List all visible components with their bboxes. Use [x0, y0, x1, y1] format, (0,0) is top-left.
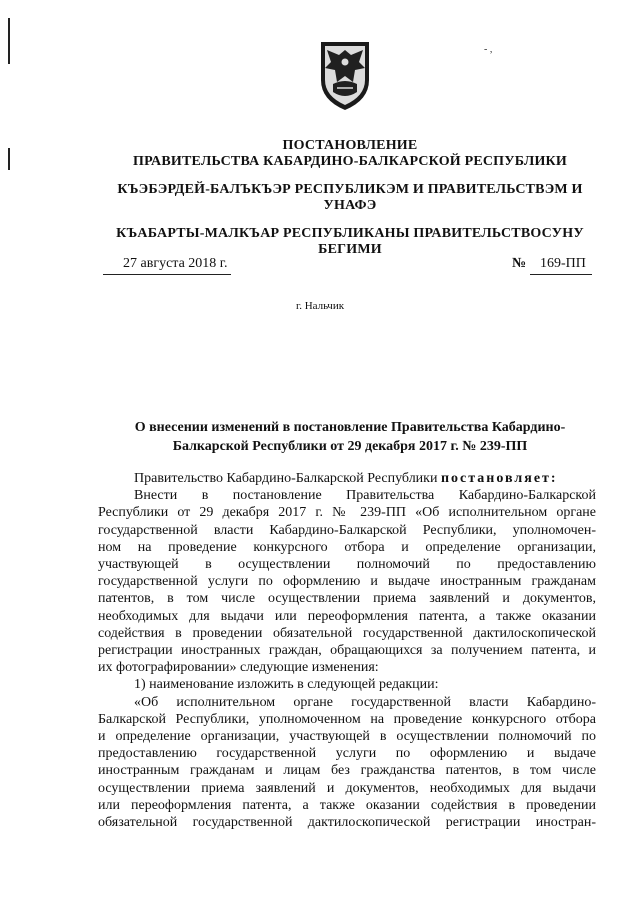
scan-edge-mark-top [8, 18, 10, 64]
title-line-1: О внесении изменений в постановление Правительства Кабардино- [134, 420, 566, 435]
body-line: предоставлению государственной услуги по оформлению и выдаче [98, 746, 596, 762]
body-line: «Об исполнительном органе государственной власти Кабардино- [134, 694, 596, 710]
body-line: регистрации иностранных граждан, обращающихся за получением патента, и [98, 643, 596, 659]
body-intro-text: Правительство Кабардино-Балкарской Республики [134, 471, 438, 486]
body-line: их фотографировании» следующие изменения: [98, 660, 379, 676]
number-sign: № [512, 256, 527, 271]
title-line-2: Балкарской Республики от 29 декабря 2017 г. № 239-ПП [172, 439, 528, 454]
body-line: Балкарской Республики, уполномоченном на проведение конкурсного отбора [98, 711, 596, 727]
document-body [98, 470, 596, 831]
decree-number: 169-ПП [530, 256, 592, 275]
government-name-russian: ПРАВИТЕЛЬСТВА КАБАРДИНО-БАЛКАРСКОЙ РЕСПУБЛИКИ [132, 154, 568, 169]
document-title [110, 418, 590, 456]
body-line: необходимых для выдачи или переоформления патента, а также оказании [98, 608, 596, 624]
body-line: Республики от 29 декабря 2017 г. № 239-ПП «Об исполнительном органе [98, 505, 596, 521]
body-line: или переоформления патента, а также оказании содействия в проведении [98, 797, 596, 813]
body-line: государственной власти Кабардино-Балкарской Республики, уполномочен- [98, 522, 596, 538]
government-name-kabardian-line1: КЪЭБЭРДЕЙ-БАЛЪКЪЭР РЕСПУБЛИКЭМ И ПРАВИТЕЛЬСТВЭМ И [117, 182, 583, 197]
government-name-balkar-line2: БЕГИМИ [318, 242, 382, 257]
government-name-kabardian-line2: УНАФЭ [323, 198, 377, 213]
body-line: участвующей в осуществлении полномочий по предоставлению [98, 557, 596, 573]
body-line: и определение организации, участвующей в осуществлении полномочий по [98, 729, 596, 745]
government-name-balkar-line1: КЪАБАРТЫ-МАЛКЪАР РЕСПУБЛИКАНЫ ПРАВИТЕЛЬСТВОСУНУ [116, 226, 584, 241]
body-line: патентов, в том числе осуществлении приема заявлений и документов, [98, 591, 596, 607]
decree-verb: постановляет: [440, 471, 558, 486]
decree-date: 27 августа 2018 г. [103, 256, 231, 275]
scan-artifact-mark: - , [484, 44, 493, 55]
body-line: содействия в проведении обязательной государственной дактилоскопической [98, 625, 596, 641]
body-line: иностранным гражданам и лицам без гражданства патентов, в том числе [98, 763, 596, 779]
body-intro-paragraph [98, 470, 596, 487]
body-line: осуществлении приема заявлений и документов, необходимых для выдачи [98, 780, 596, 796]
coat-of-arms-emblem [317, 38, 373, 112]
body-line: ном на проведение конкурсного отбора и определение организации, [98, 539, 596, 555]
body-line: Внести в постановление Правительства Кабардино-Балкарской [134, 488, 596, 504]
decree-type-heading: ПОСТАНОВЛЕНИЕ [282, 138, 418, 153]
body-line: 1) наименование изложить в следующей редакции: [134, 677, 439, 693]
body-line: государственной услуги по оформлению и выдаче иностранным гражданам [98, 574, 596, 590]
scan-edge-mark-middle [8, 148, 10, 170]
body-line: обязательной государственной дактилоскопической регистрации иностран- [98, 815, 596, 831]
city-name: г. Нальчик [295, 300, 345, 312]
